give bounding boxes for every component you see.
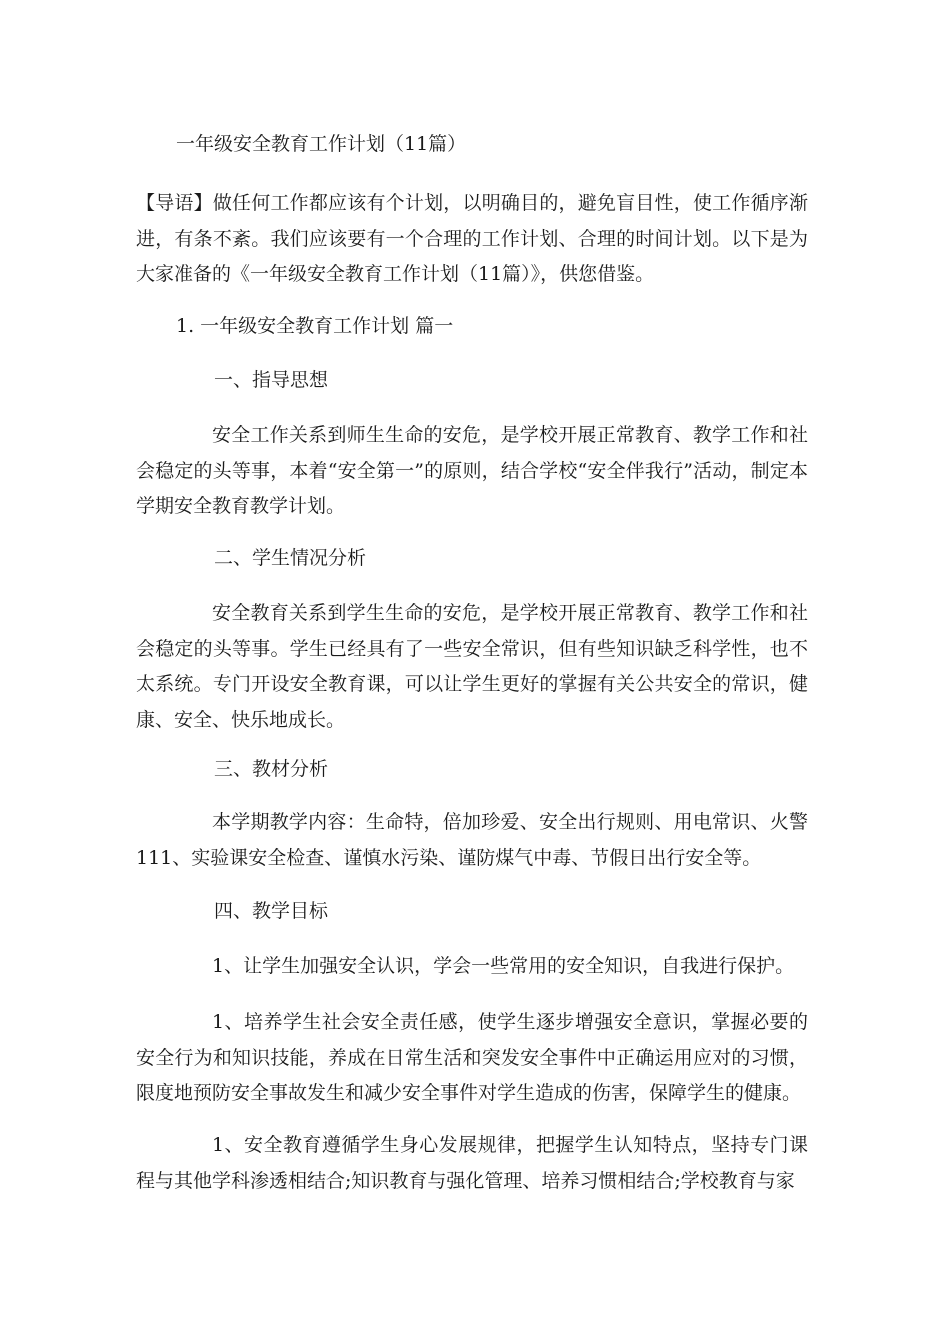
section-heading: 一、指导思想 — [214, 369, 329, 391]
section-heading: 四、教学目标 — [214, 900, 329, 922]
section-paragraph: 1、安全教育遵循学生身心发展规律，把握学生认知特点，坚持专门课程与其他学科渗透相结合;知识教育与强化管理、培养习惯相结合;学校教育与家 — [136, 1134, 808, 1192]
article-heading: 1. 一年级安全教育工作计划 篇一 — [176, 315, 454, 337]
intro-paragraph: 【导语】做任何工作都应该有个计划，以明确目的，避免盲目性，使工作循序渐进，有条不紊。我们应该要有一个合理的工作计划、合理的时间计划。以下是为大家准备的《一年级安全教育工作计划（11篇）》，供您借鉴。 — [136, 192, 808, 285]
section-paragraph: 1、让学生加强安全认识，学会一些常用的安全知识，自我进行保护。 — [212, 955, 795, 977]
section-paragraph: 安全教育关系到学生生命的安危，是学校开展正常教育、教学工作和社会稳定的头等事。学生已经具有了一些安全常识，但有些知识缺乏科学性，也不太系统。专门开设安全教育课，可以让学生更好的掌握有关公共安全的常识，健康、安全、快乐地成长。 — [136, 602, 808, 731]
section-paragraph: 本学期教学内容：生命特，倍加珍爱、安全出行规则、用电常识、火警111、实验课安全检查、谨慎水污染、谨防煤气中毒、节假日出行安全等。 — [136, 811, 808, 869]
document-title: 一年级安全教育工作计划（11篇） — [176, 133, 467, 155]
section-heading: 三、教材分析 — [214, 758, 329, 780]
section-paragraph: 安全工作关系到师生生命的安危，是学校开展正常教育、教学工作和社会稳定的头等事，本着“安全第一”的原则，结合学校“安全伴我行”活动，制定本学期安全教育教学计划。 — [136, 424, 808, 517]
section-paragraph: 1、培养学生社会安全责任感，使学生逐步增强安全意识，掌握必要的安全行为和知识技能，养成在日常生活和突发安全事件中正确运用应对的习惯，限度地预防安全事故发生和减少安全事件对学生造成的伤害，保障学生的健康。 — [136, 1011, 808, 1104]
section-heading: 二、学生情况分析 — [214, 547, 367, 569]
